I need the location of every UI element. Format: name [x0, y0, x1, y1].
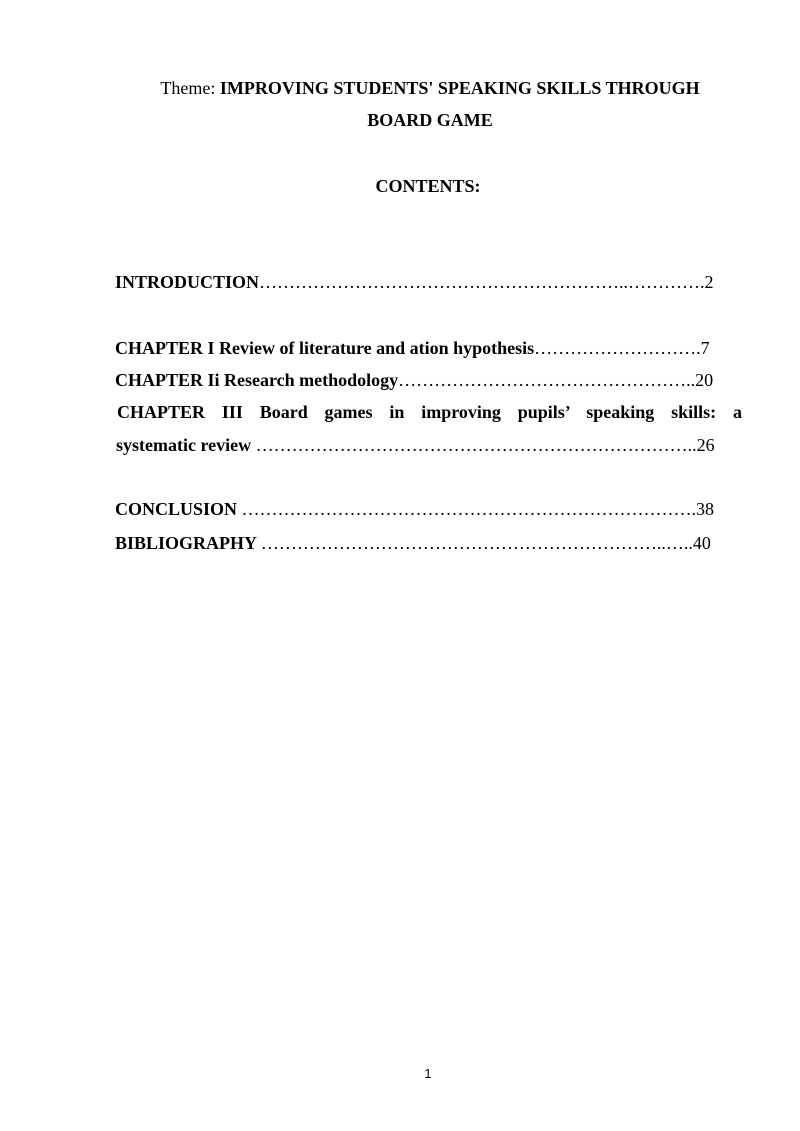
title-line-1	[0, 77, 800, 99]
toc-leader: ………………………………………………………………….	[241, 499, 697, 519]
toc-entry-bibliography[interactable]	[115, 532, 711, 554]
toc-label: CHAPTER Ii Research methodology	[115, 370, 399, 390]
toc-leader: …………………………………………………………..…..	[260, 533, 693, 553]
toc-entry-chapter-1[interactable]	[115, 337, 710, 359]
toc-entry-chapter-3-line-1[interactable]: CHAPTER III Board games in improving pupils’ speaking skills: a	[117, 402, 742, 422]
toc-entry-introduction[interactable]	[115, 271, 714, 293]
toc-page-number: 7	[700, 338, 710, 358]
toc-leader: ………………………………………………………………..	[255, 435, 697, 455]
toc-entry-chapter-3-line-2[interactable]	[116, 434, 715, 456]
toc-page-number: 38	[696, 499, 715, 519]
toc-leader: ……………………………………………………..………….	[259, 272, 705, 292]
toc-label: CHAPTER I Review of literature and ation hypothesis	[115, 338, 535, 358]
toc-label: systematic review	[116, 435, 256, 455]
toc-page-number: 20	[695, 370, 714, 390]
contents-heading: CONTENTS:	[375, 176, 481, 196]
toc-leader: …………………………………………..	[398, 370, 696, 390]
toc-label: INTRODUCTION	[115, 272, 260, 292]
title-prefix: Theme:	[160, 78, 220, 98]
title-main: IMPROVING STUDENTS' SPEAKING SKILLS THROUGH	[219, 78, 700, 98]
toc-entry-chapter-2[interactable]	[115, 369, 713, 391]
toc-entry-conclusion[interactable]	[115, 498, 714, 520]
toc-leader: ……………………….	[534, 338, 701, 358]
title-line-2: BOARD GAME	[367, 110, 493, 130]
toc-label: BIBLIOGRAPHY	[115, 533, 261, 553]
toc-page-number: 2	[704, 272, 714, 292]
page-number: 1	[424, 1066, 432, 1081]
toc-page-number: 40	[692, 533, 711, 553]
toc-page-number: 26	[696, 435, 715, 455]
toc-label: CONCLUSION	[115, 499, 242, 519]
